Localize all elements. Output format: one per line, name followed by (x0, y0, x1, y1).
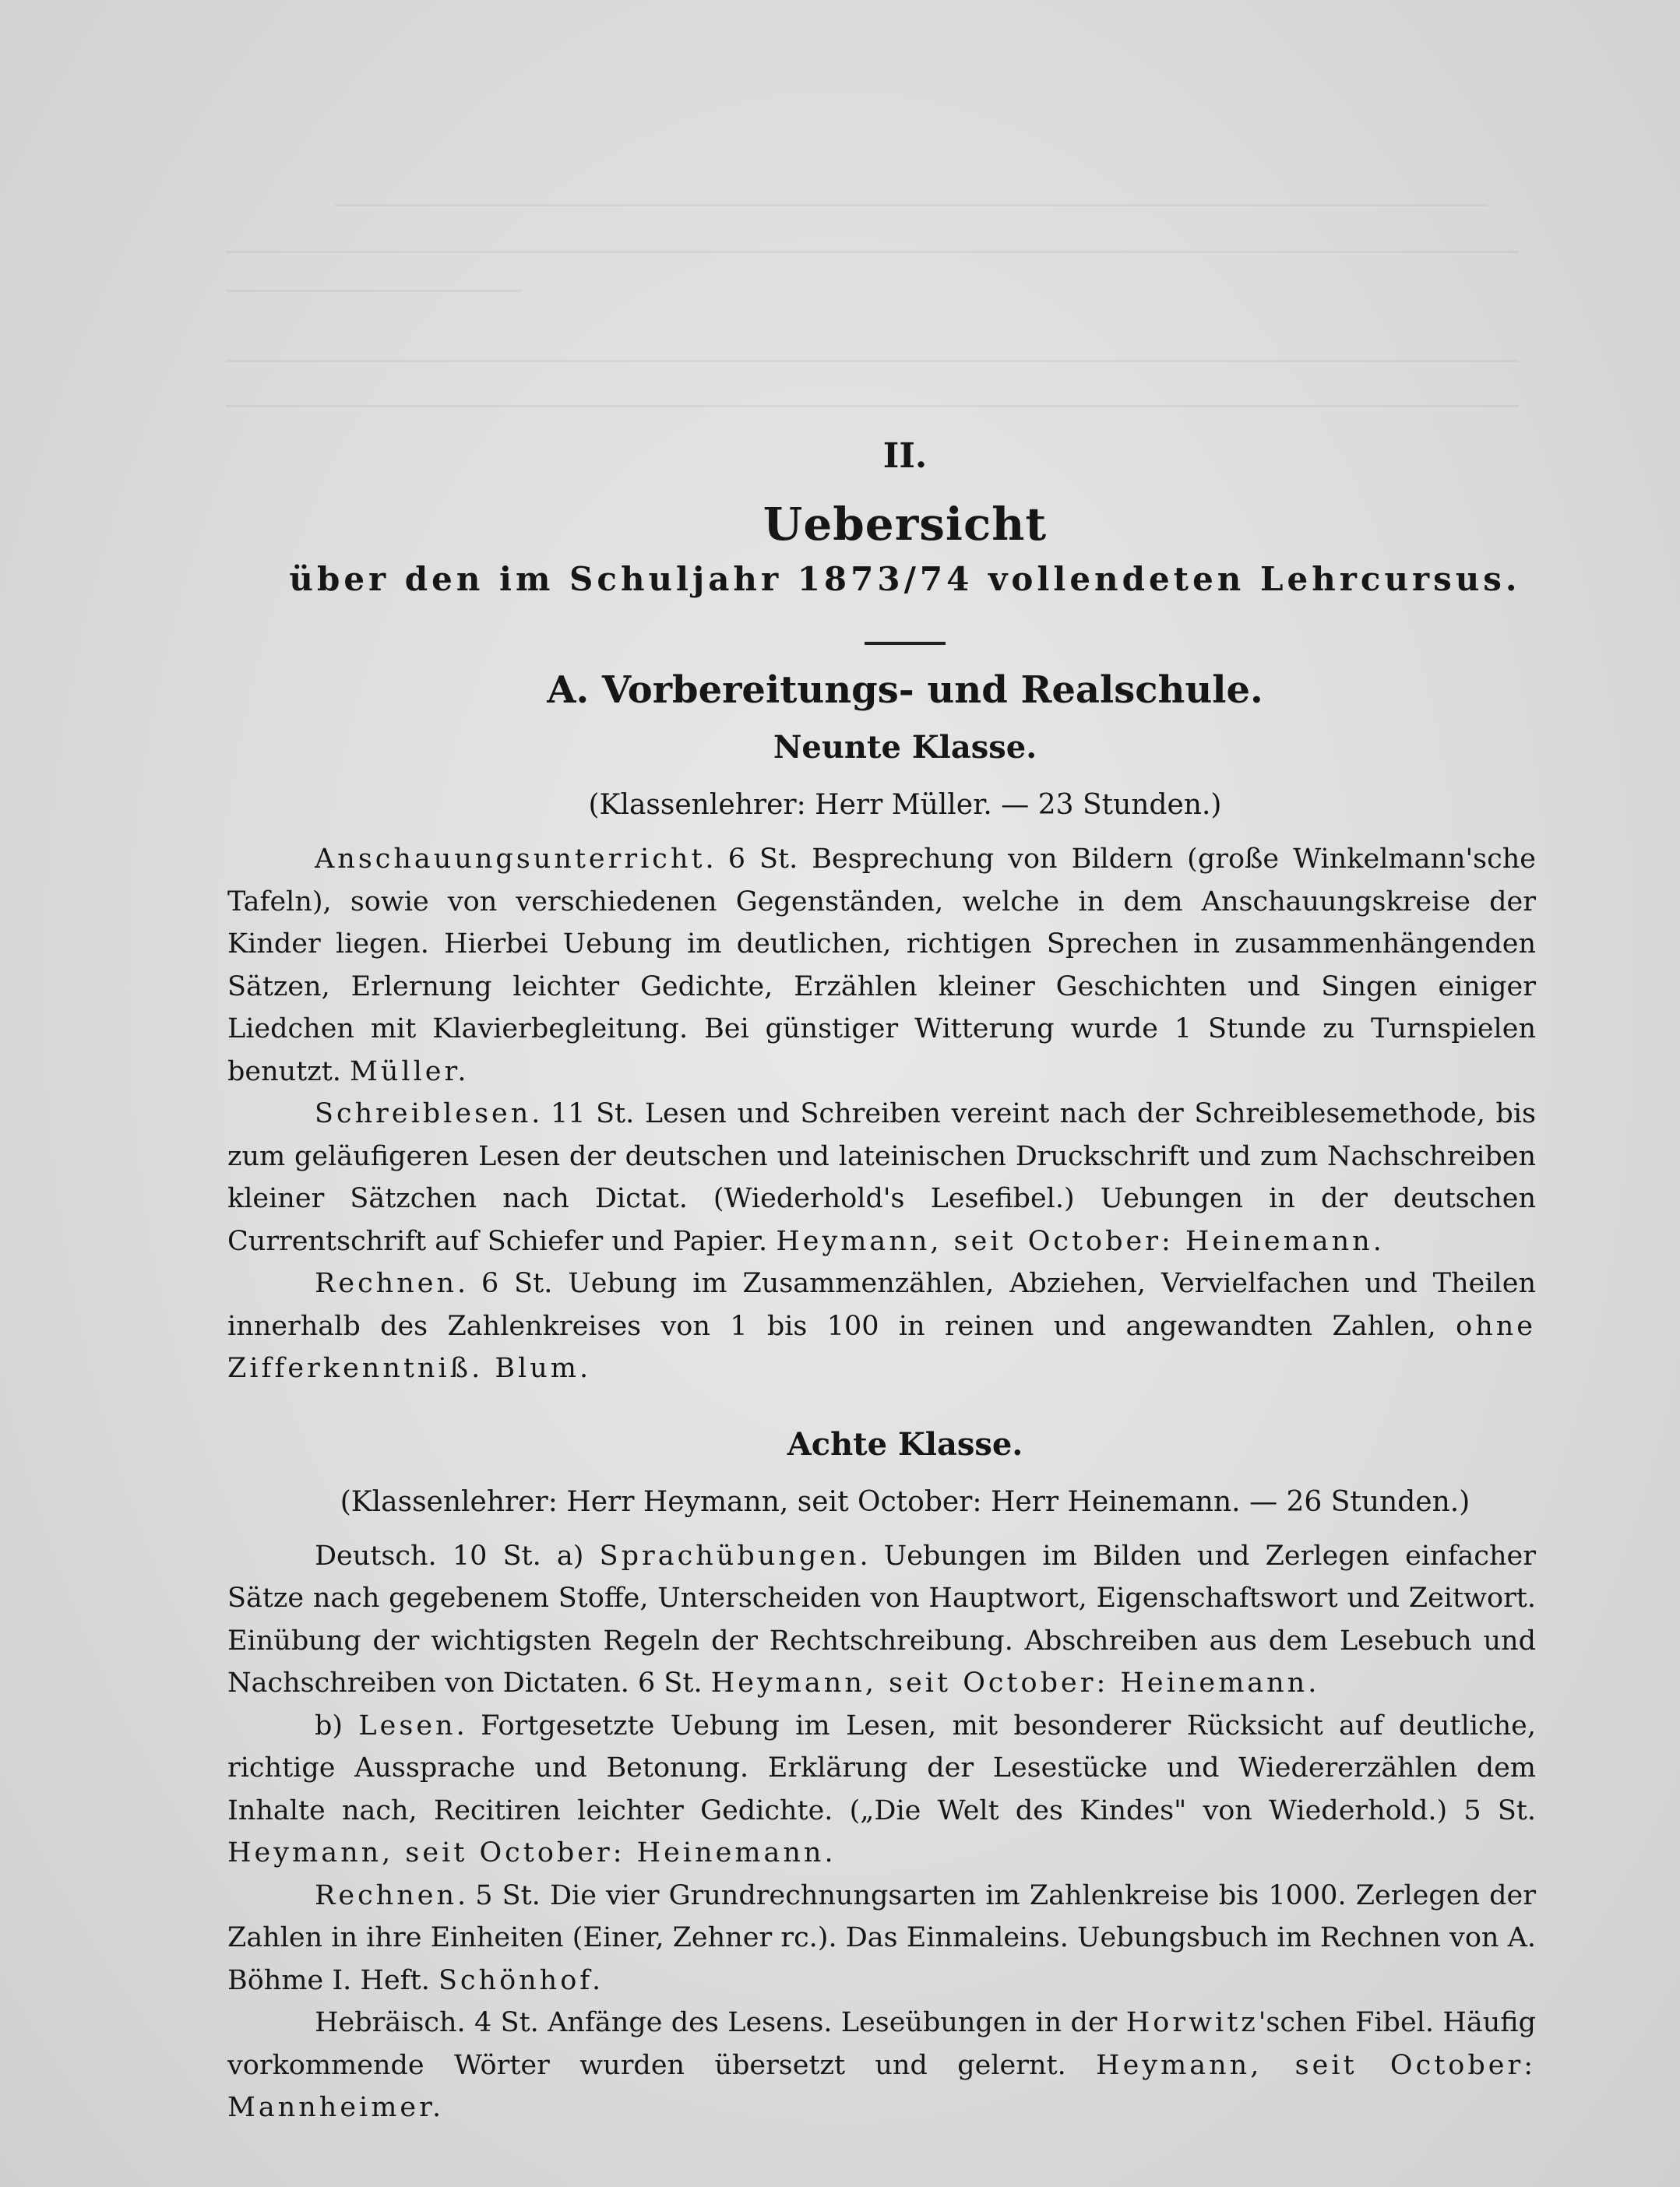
bleed-through-line (226, 405, 1519, 407)
subsection-name: Lesen (358, 1710, 456, 1742)
teacher-name: Heymann, seit October: Heinemann. (227, 1837, 836, 1868)
bleed-through-line (226, 360, 1519, 362)
document-body (227, 436, 1536, 2129)
class-heading-achte: Achte Klasse. (787, 1425, 1023, 1463)
emphasis: ohne Zifferkenntniß (227, 1310, 1536, 1384)
subject-name: Schreiblesen (315, 1098, 532, 1129)
subject-name: Hebräisch (315, 2007, 457, 2038)
teacher-name: Heymann, seit October: Mannheimer. (227, 2049, 1536, 2123)
chapter-number: II. (882, 436, 928, 476)
paragraph-deutsch: Deutsch. 10 St. a) Sprachübungen. Uebungen im Bilden und Zerlegen einfacher Sätze nach gegebenem Stoffe, Unterscheiden von Hauptwort, Eigenschaftswort und Zeitwort. Einübung der wichtigsten Regeln der Rechtschreibung. Abschreiben aus dem Lesebuch und Nachschreiben von Dictaten. 6 St. Heymann, seit October: Heinemann. (227, 1540, 1537, 1699)
section-heading: A. Vorbereitungs- und Realschule. (547, 668, 1263, 712)
subject-name: Anschauungsunterricht (315, 843, 706, 875)
paragraph-lesen: b) Lesen. Fortgesetzte Uebung im Lesen, mit besonderer Rücksicht auf deutliche, richtige Aussprache und Betonung. Erklärung der Lesestücke und Wiedererzählen dem Inhalte nach, Recitiren leichter Gedichte. („Die Welt des Kindes" von Wiederhold.) 5 St. Heymann, seit October: Heinemann. (227, 1710, 1536, 1868)
subject-name: Rechnen (315, 1879, 458, 1911)
page-title: Uebersicht (763, 498, 1048, 551)
emphasis: Horwitz (1125, 2007, 1259, 2038)
class-teacher-neunte: (Klassenlehrer: Herr Müller. — 23 Stunden.) (588, 789, 1222, 821)
subject-name: Rechnen (315, 1268, 458, 1299)
teacher-name: Heymann, seit October: Heinemann. (776, 1225, 1385, 1257)
class-heading-neunte: Neunte Klasse. (773, 729, 1037, 766)
subject-name: Deutsch (315, 1540, 428, 1572)
bleed-through-line (226, 251, 1519, 253)
divider (865, 642, 946, 645)
paragraph-hebraeisch: Hebräisch. 4 St. Anfänge des Lesens. Leseübungen in der Horwitz'schen Fibel. Häufig vorkommende Wörter wurden übersetzt und gelernt. Heymann, seit October: Mannheimer. (227, 2007, 1536, 2123)
page-subtitle: über den im Schuljahr 1873/74 vollendeten Lehrcursus. (289, 560, 1521, 598)
teacher-name: Heymann, seit October: Heinemann. (710, 1668, 1320, 1699)
paragraph-anschauungsunterricht: Anschauungsunterricht. 6 St. Besprechung von Bildern (große Winkelmann'sche Tafeln), sowie von verschiedenen Gegenständen, welche in dem Anschauungskreise der Kinder liegen. Hierbei Uebung im deutlichen, richtigen Sprechen in zusammenhängenden Sätzen, Erlernung leichter Gedichte, Erzählen kleiner Geschichten und Singen einiger Liedchen mit Klavierbegleitung. Bei günstiger Witterung wurde 1 Stunde zu Turnspielen benutzt. Müller. (227, 843, 1536, 1087)
paragraph-schreiblesen: Schreiblesen. 11 St. Lesen und Schreiben vereint nach der Schreiblesemethode, bis zum geläufigeren Lesen der deutschen und lateinischen Druckschrift und zum Nachschreiben kleiner Sätzchen nach Dictat. (Wiederhold's Lesefibel.) Uebungen in der deutschen Currentschrift auf Schiefer und Papier. Heymann, seit October: Heinemann. (227, 1098, 1536, 1257)
paragraph-rechnen-neunte: Rechnen. 6 St. Uebung im Zusammenzählen, Abziehen, Vervielfachen und Theilen innerhalb des Zahlenkreises von 1 bis 100 in reinen und angewandten Zahlen, ohne Zifferkenntniß. Blum. (227, 1268, 1536, 1384)
bleed-through-line (226, 290, 522, 292)
paragraph-rechnen-achte: Rechnen. 5 St. Die vier Grundrechnungsarten im Zahlenkreise bis 1000. Zerlegen der Zahlen in ihre Einheiten (Einer, Zehner rc.). Das Einmaleins. Uebungsbuch im Rechnen von A. Böhme I. Heft. Schönhof. (227, 1879, 1536, 1996)
class-teacher-achte: (Klassenlehrer: Herr Heymann, seit October: Herr Heinemann. — 26 Stunden.) (340, 1485, 1470, 1518)
teacher-name: Schönhof. (438, 1964, 604, 1996)
bleed-through-line (335, 204, 1488, 206)
teacher-name: . Blum. (471, 1353, 592, 1384)
teacher-name: Müller. (350, 1055, 470, 1087)
subsection-name: Sprachübungen (599, 1540, 860, 1572)
